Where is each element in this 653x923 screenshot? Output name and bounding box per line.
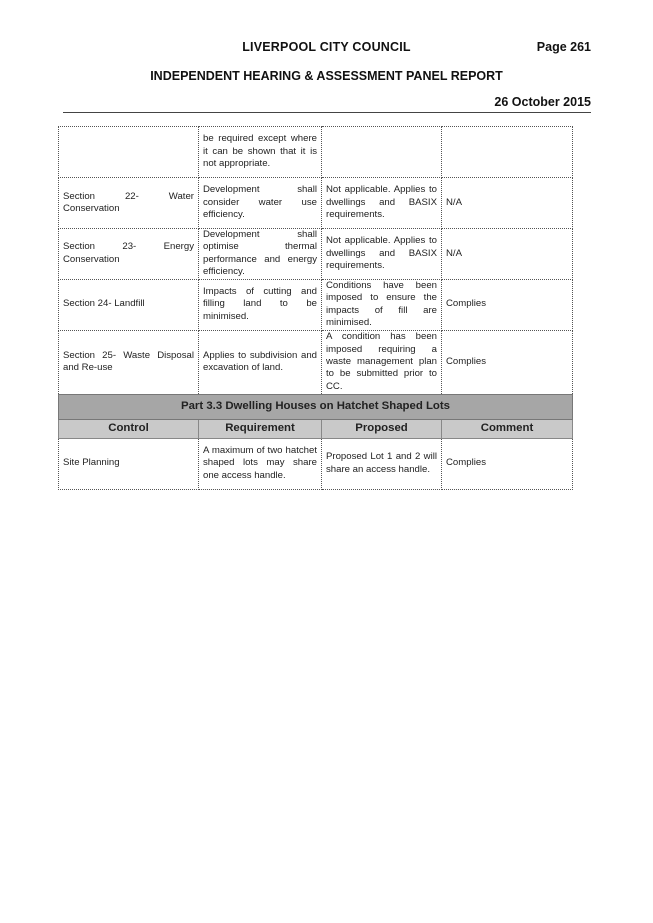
header-rule xyxy=(63,112,591,113)
control-cell: Section 22- Water Conservation xyxy=(59,178,199,229)
comment-cell: N/A xyxy=(442,229,573,280)
proposed-cell xyxy=(322,127,442,178)
report-date: 26 October 2015 xyxy=(494,95,591,109)
proposed-cell: A condition has been imposed requiring a waste management plan to be submitted prior to CC. xyxy=(322,330,442,394)
comment-cell: Complies xyxy=(442,330,573,394)
proposed-cell: Not applicable. Applies to dwellings and BASIX requirements. xyxy=(322,229,442,280)
control-cell: Section 23- Energy Conservation xyxy=(59,229,199,280)
comment-cell: Complies xyxy=(442,279,573,330)
column-header-proposed: Proposed xyxy=(322,419,442,438)
requirement-cell: Development shall consider water use efficiency. xyxy=(199,178,322,229)
requirement-cell: be required except where it can be shown that it is not appropriate. xyxy=(199,127,322,178)
table-row xyxy=(59,438,573,489)
table-row xyxy=(59,229,573,280)
table-row xyxy=(59,178,573,229)
column-header-control: Control xyxy=(59,419,199,438)
requirement-cell: Development shall optimise thermal performance and energy efficiency. xyxy=(199,229,322,280)
control-cell: Site Planning xyxy=(59,438,199,489)
council-name: LIVERPOOL CITY COUNCIL xyxy=(242,40,411,54)
comment-cell: Complies xyxy=(442,438,573,489)
report-title: INDEPENDENT HEARING & ASSESSMENT PANEL REPORT xyxy=(150,69,503,83)
table-row xyxy=(59,127,573,178)
column-header-requirement: Requirement xyxy=(199,419,322,438)
requirement-cell: A maximum of two hatchet shaped lots may share one access handle. xyxy=(199,438,322,489)
table-row xyxy=(59,279,573,330)
control-cell xyxy=(59,127,199,178)
section-title-row xyxy=(59,394,573,419)
proposed-cell: Proposed Lot 1 and 2 will share an access handle. xyxy=(322,438,442,489)
comment-cell: N/A xyxy=(442,178,573,229)
section-title: Part 3.3 Dwelling Houses on Hatchet Shaped Lots xyxy=(59,394,573,419)
requirement-cell: Impacts of cutting and filling land to be minimised. xyxy=(199,279,322,330)
proposed-cell: Not applicable. Applies to dwellings and BASIX requirements. xyxy=(322,178,442,229)
page-number: Page 261 xyxy=(536,40,591,54)
column-header-row xyxy=(59,419,573,438)
column-header-comment: Comment xyxy=(442,419,573,438)
control-cell: Section 25- Waste Disposal and Re-use xyxy=(59,330,199,394)
comment-cell xyxy=(442,127,573,178)
table-row xyxy=(59,330,573,394)
requirement-cell: Applies to subdivision and excavation of land. xyxy=(199,330,322,394)
compliance-table xyxy=(58,126,573,490)
proposed-cell: Conditions have been imposed to ensure the impacts of fill are minimised. xyxy=(322,279,442,330)
control-cell: Section 24- Landfill xyxy=(59,279,199,330)
